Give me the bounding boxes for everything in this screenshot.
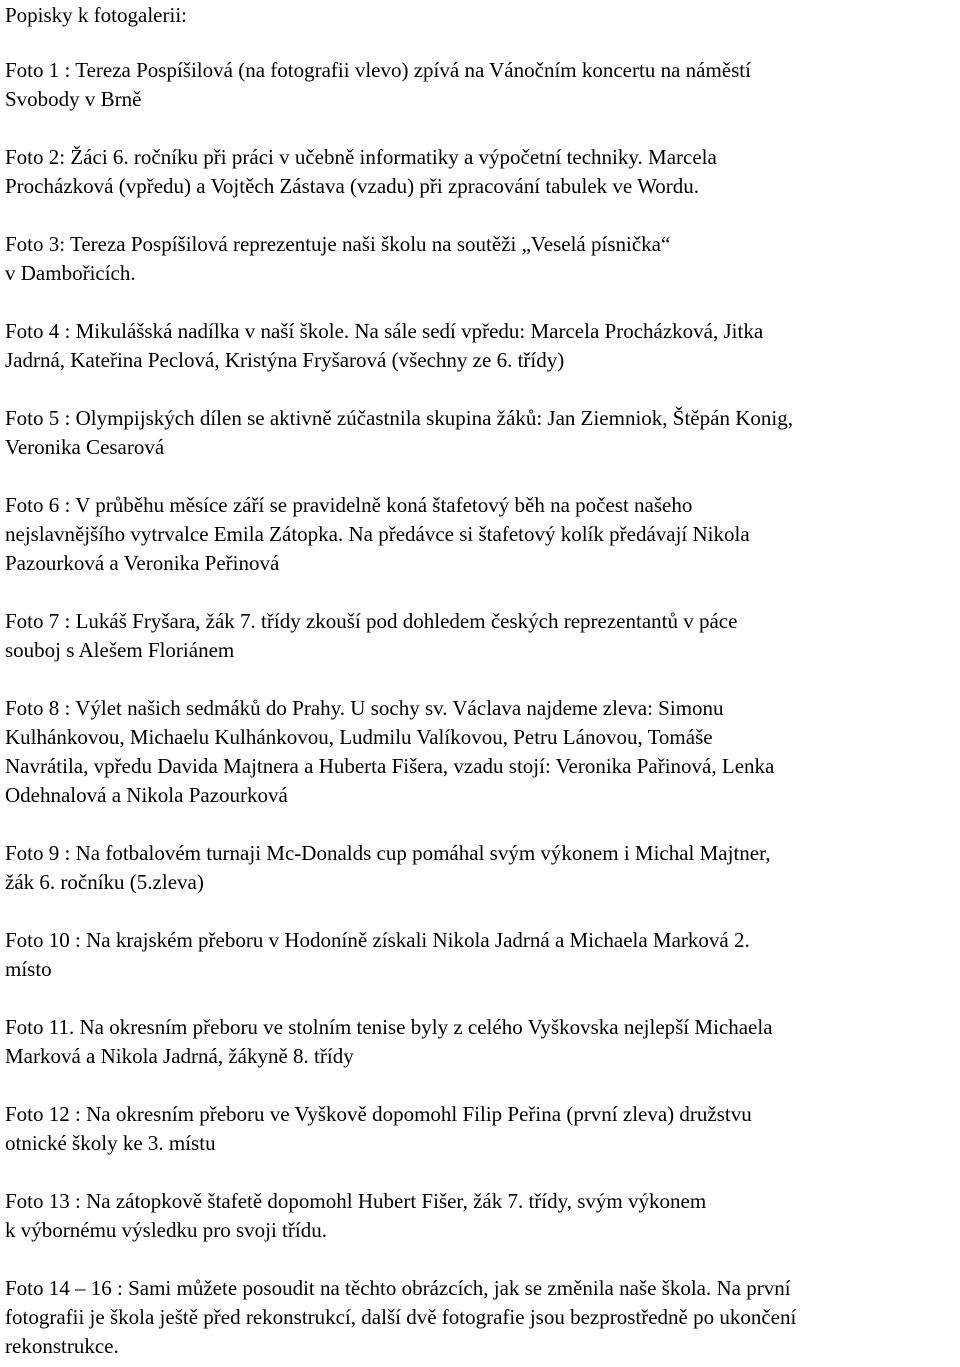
caption-line: Foto 4 : Mikulášská nadílka v naší škole. Na sále sedí vpředu: Marcela Procházková, Jitka [5,319,764,343]
caption-line: Foto 9 : Na fotbalovém turnaji Mc-Donalds cup pomáhal svým výkonem i Michal Majtner, [5,841,771,865]
caption-line: rekonstrukce. [5,1334,119,1358]
caption-line: Foto 11. Na okresním přeboru ve stolním tenise byly z celého Vyškovska nejlepší Michaela [5,1015,773,1039]
caption-line: Foto 2: Žáci 6. ročníku při práci v učebně informatiky a výpočetní techniky. Marcela [5,145,717,169]
caption-line: Foto 10 : Na krajském přeboru v Hodoníně získali Nikola Jadrná a Michaela Marková 2. [5,928,750,952]
caption-line: Veronika Cesarová [5,435,165,459]
caption-line: Foto 12 : Na okresním přeboru ve Vyškově dopomohl Filip Peřina (první zleva) družstvu [5,1102,752,1126]
caption-line: Foto 3: Tereza Pospíšilová reprezentuje naši školu na soutěži „Veselá písnička“ [5,232,671,256]
caption-line: Pazourková a Veronika Peřinová [5,551,280,575]
caption-line: Foto 8 : Výlet našich sedmáků do Prahy. U sochy sv. Václava najdeme zleva: Simonu [5,696,724,720]
caption-foto-7 [5,607,957,665]
caption-line: Foto 7 : Lukáš Fryšara, žák 7. třídy zkouší pod dohledem českých reprezentantů v páce [5,609,738,633]
caption-line: místo [5,957,52,981]
caption-foto-12 [5,1100,957,1158]
caption-line: nejslavnějšího vytrvalce Emila Zátopka. Na předávce si štafetový kolík předávají Nikola [5,522,750,546]
caption-foto-1 [5,56,957,114]
caption-line: Foto 14 – 16 : Sami můžete posoudit na těchto obrázcích, jak se změnila naše škola. Na první [5,1276,791,1300]
caption-foto-6 [5,491,957,578]
caption-line: v Dambořicích. [5,261,136,285]
caption-line: k výbornému výsledku pro svoji třídu. [5,1218,327,1242]
caption-line: Navrátila, vpředu Davida Majtnera a Huberta Fišera, vzadu stojí: Veronika Pařinová, Lenka [5,754,775,778]
caption-line: souboj s Alešem Floriánem [5,638,235,662]
caption-line: otnické školy ke 3. místu [5,1131,216,1155]
caption-foto-10 [5,926,957,984]
caption-line: Procházková (vpředu) a Vojtěch Zástava (vzadu) při zpracování tabulek ve Wordu. [5,174,699,198]
caption-foto-14-16 [5,1274,957,1361]
document-title: Popisky k fotogalerii: [5,3,187,27]
caption-line: Odehnalová a Nikola Pazourková [5,783,288,807]
caption-foto-4 [5,317,957,375]
caption-line: Foto 6 : V průběhu měsíce září se pravidelně koná štafetový běh na počest našeho [5,493,693,517]
caption-line: žák 6. ročníku (5.zleva) [5,870,204,894]
caption-line: fotografii je škola ještě před rekonstrukcí, další dvě fotografie jsou bezprostředně po ukončení [5,1305,797,1329]
caption-line: Foto 1 : Tereza Pospíšilová (na fotografii vlevo) zpívá na Vánočním koncertu na náměstí [5,58,751,82]
caption-line: Kulhánkovou, Michaelu Kulhánkovou, Ludmilu Valíkovou, Petru Lánovou, Tomáše [5,725,713,749]
caption-foto-3 [5,230,957,288]
caption-foto-5 [5,404,957,462]
caption-line: Svobody v Brně [5,87,142,111]
document-page [5,0,957,1361]
caption-foto-8 [5,694,957,810]
caption-foto-9 [5,839,957,897]
caption-foto-11 [5,1013,957,1071]
caption-line: Foto 5 : Olympijských dílen se aktivně zúčastnila skupina žáků: Jan Ziemniok, Štěpán Konig, [5,406,793,430]
caption-foto-2 [5,143,957,201]
caption-line: Foto 13 : Na zátopkově štafetě dopomohl Hubert Fišer, žák 7. třídy, svým výkonem [5,1189,707,1213]
caption-line: Jadrná, Kateřina Peclová, Kristýna Fryšarová (všechny ze 6. třídy) [5,348,565,372]
caption-line: Marková a Nikola Jadrná, žákyně 8. třídy [5,1044,354,1068]
caption-foto-13 [5,1187,957,1245]
